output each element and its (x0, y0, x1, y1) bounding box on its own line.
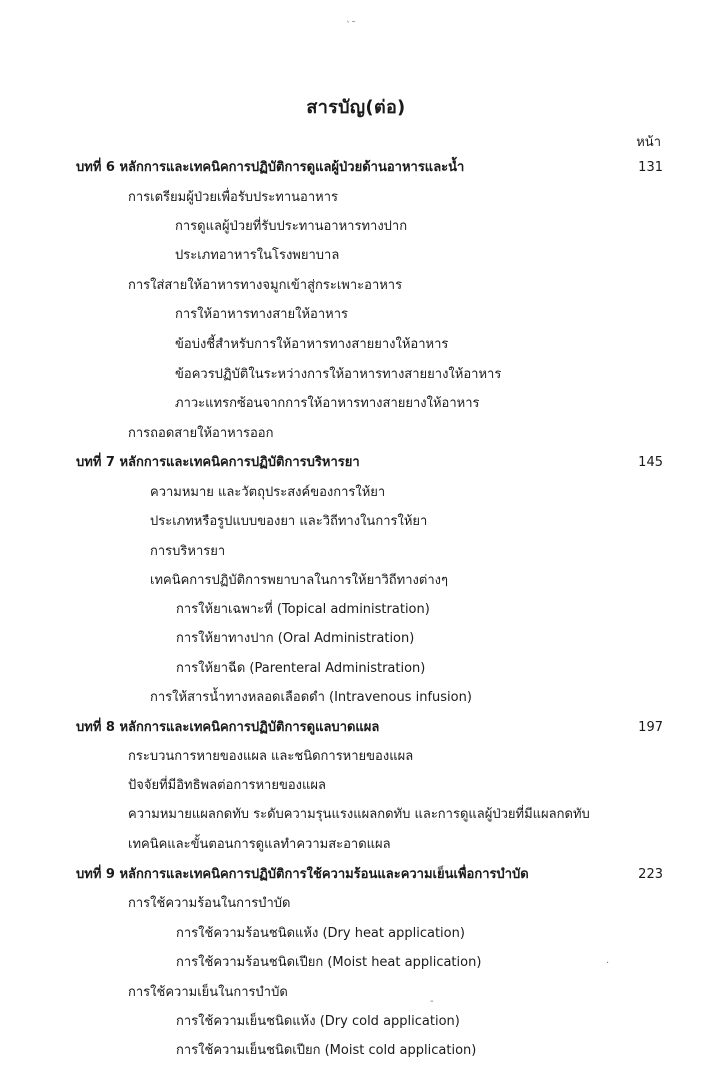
toc-entry: ประเภทอาหารในโรงพยาบาล (175, 248, 340, 263)
toc-chapter-9: บทที่ 9 หลักการและเทคนิคการปฏิบัติการใช้ความร้อนและความเย็นเพื่อการบำบัด (76, 867, 529, 882)
toc-entry: การใช้ความร้อนชนิดเปียก (Moist heat application) (176, 955, 482, 970)
toc-entry: การใส่สายให้อาหารทางจมูกเข้าสู่กระเพาะอาหาร (128, 278, 403, 293)
toc-entry: การดูแลผู้ป่วยที่รับประทานอาหารทางปาก (175, 219, 408, 234)
toc-entry: การใช้ความเย็นชนิดเปียก (Moist cold application) (176, 1043, 477, 1058)
toc-entry: การใช้ความเย็นชนิดแห้ง (Dry cold application) (176, 1014, 460, 1029)
toc-entry: ประเภทหรือรูปแบบของยา และวิถีทางในการให้ยา (150, 514, 428, 529)
toc-entry: การใช้ความร้อนชนิดแห้ง (Dry heat application) (176, 926, 465, 941)
toc-entry: การบริหารยา (150, 544, 226, 559)
toc-page-number: 145 (638, 455, 663, 470)
toc-chapter-6: บทที่ 6 หลักการและเทคนิคการปฏิบัติการดูแลผู้ป่วยด้านอาหารและน้ำ (76, 160, 465, 175)
toc-entry: การใช้ความเย็นในการบำบัด (128, 985, 288, 1000)
toc-page-number: 223 (638, 867, 663, 882)
page-title: สารบัญ(ต่อ) (306, 97, 406, 118)
toc-entry: ความหมาย และวัตถุประสงค์ของการให้ยา (150, 485, 386, 500)
scan-speck: ˎ˷ (346, 12, 356, 23)
toc-entry: การให้ยาเฉพาะที่ (Topical administration) (176, 602, 430, 617)
toc-entry: เทคนิคและขั้นตอนการดูแลทำความสะอาดแผล (128, 837, 391, 852)
toc-entry: เทคนิคการปฏิบัติการพยาบาลในการให้ยาวิถีทางต่างๆ (150, 573, 448, 588)
toc-entry: การให้ยาฉีด (Parenteral Administration) (176, 661, 426, 676)
toc-entry: การเตรียมผู้ป่วยเพื่อรับประทานอาหาร (128, 190, 338, 205)
toc-entry: การถอดสายให้อาหารออก (128, 426, 274, 441)
toc-entry: การให้ยาทางปาก (Oral Administration) (176, 631, 415, 646)
scan-speck: - (430, 996, 434, 1007)
toc-entry: ข้อควรปฏิบัติในระหว่างการให้อาหารทางสายยางให้อาหาร (175, 367, 502, 382)
toc-entry: การให้สารน้ำทางหลอดเลือดดำ (Intravenous infusion) (150, 690, 472, 705)
toc-entry: ปัจจัยที่มีอิทธิพลต่อการหายของแผล (128, 778, 326, 793)
toc-entry: ข้อบ่งชี้สำหรับการให้อาหารทางสายยางให้อาหาร (175, 337, 449, 352)
page-column-label: หน้า (636, 135, 661, 150)
toc-chapter-8: บทที่ 8 หลักการและเทคนิคการปฏิบัติการดูแลบาดแผล (76, 720, 380, 735)
scan-speck: · (606, 958, 610, 969)
toc-entry: การใช้ความร้อนในการบำบัด (128, 896, 291, 911)
toc-entry: ความหมายแผลกดทับ ระดับความรุนแรงแผลกดทับ และการดูแลผู้ป่วยที่มีแผลกดทับ (128, 807, 590, 822)
toc-chapter-7: บทที่ 7 หลักการและเทคนิคการปฏิบัติการบริหารยา (76, 455, 360, 470)
toc-page-number: 131 (638, 160, 663, 175)
toc-page-number: 197 (638, 720, 663, 735)
toc-entry: ภาวะแทรกซ้อนจากการให้อาหารทางสายยางให้อาหาร (175, 396, 480, 411)
toc-entry: กระบวนการหายของแผล และชนิดการหายของแผล (128, 749, 414, 764)
toc-entry: การให้อาหารทางสายให้อาหาร (175, 307, 348, 322)
